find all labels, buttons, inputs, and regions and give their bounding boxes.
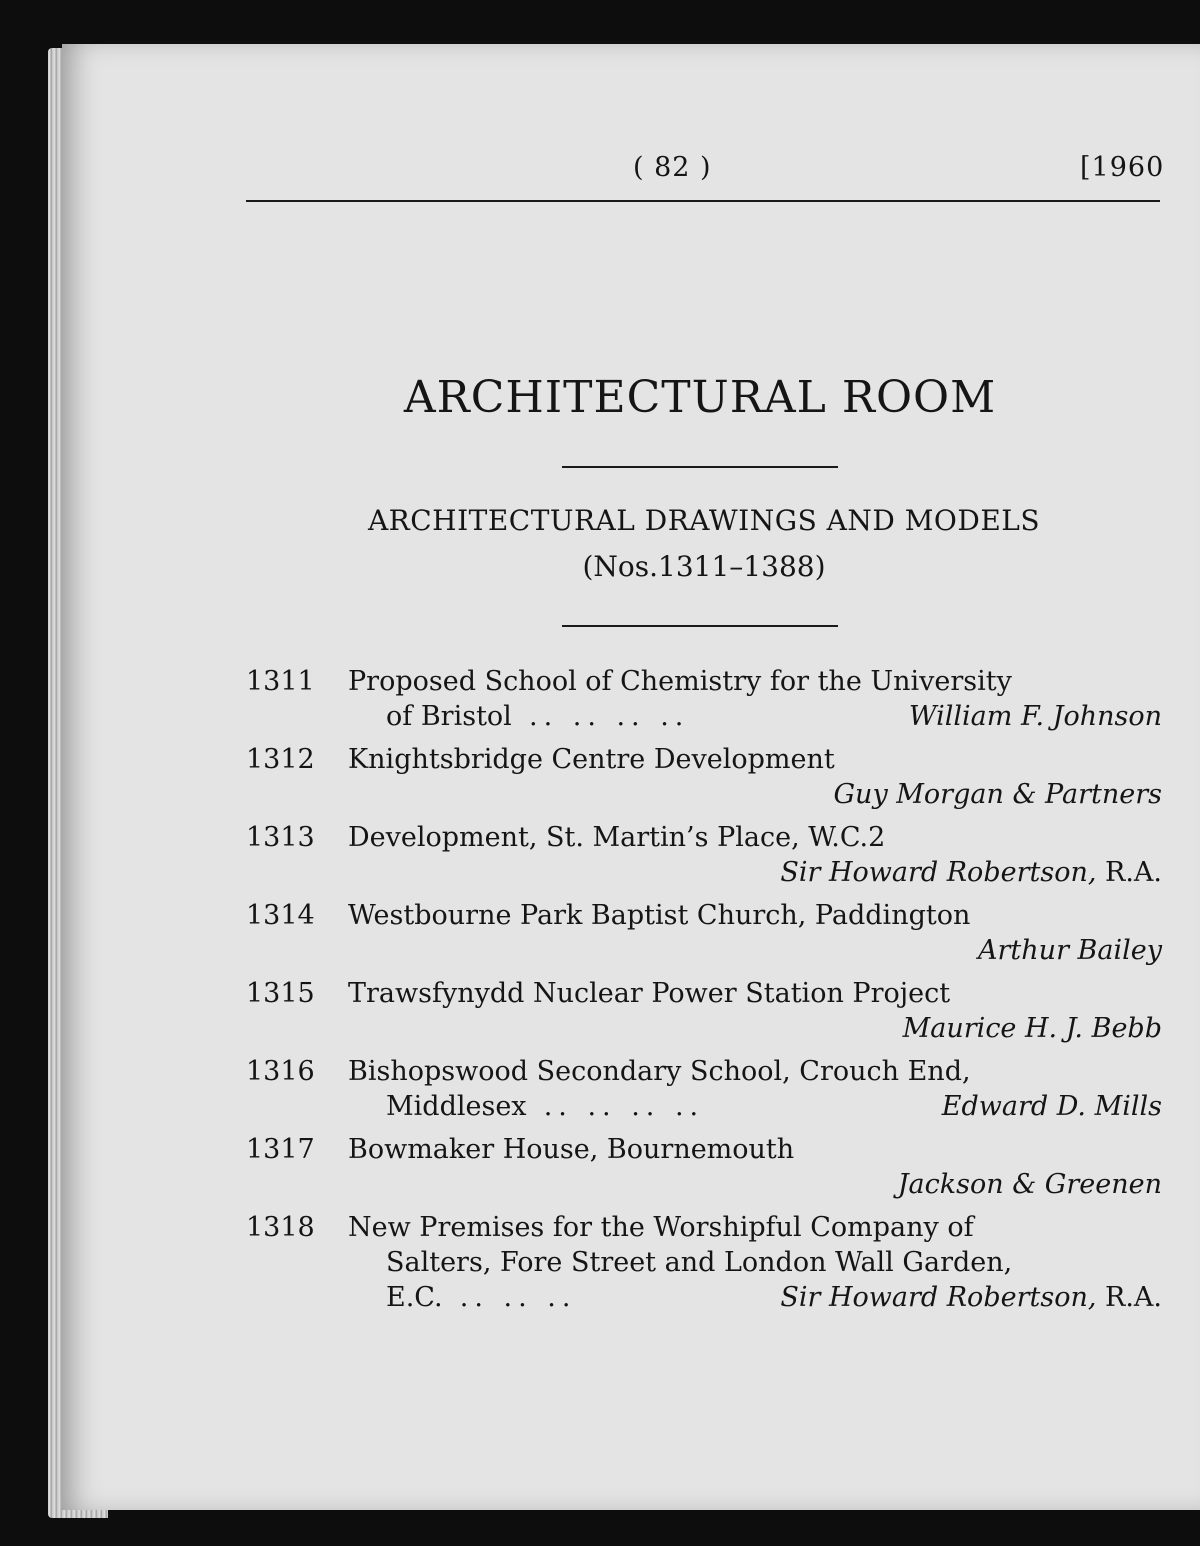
- entry-1314: [246, 898, 1162, 968]
- entry-architect-suffix: R.A.: [1096, 1282, 1162, 1313]
- entry-number: 1317: [246, 1134, 315, 1165]
- entry-title: Proposed School of Chemistry for the University: [348, 666, 1012, 697]
- entry-title-continued: Middlesex: [386, 1091, 527, 1122]
- entry-title: New Premises for the Worshipful Company of: [348, 1212, 974, 1243]
- entry-number: 1315: [246, 978, 315, 1009]
- entry-1315: [246, 976, 1162, 1046]
- entry-architect: Guy Morgan & Partners: [833, 779, 1162, 810]
- section-number-range: (Nos.1311–1388): [582, 550, 826, 583]
- entry-number: 1316: [246, 1056, 315, 1087]
- entry-title: Trawsfynydd Nuclear Power Station Project: [348, 978, 951, 1009]
- leader-dots: .. .. ..: [459, 1282, 577, 1313]
- entry-title: Knightsbridge Centre Development: [348, 744, 835, 775]
- entry-number: 1318: [246, 1212, 315, 1243]
- entry-architect: Sir Howard Robertson,: [780, 1282, 1097, 1313]
- entry-1312: [246, 742, 1162, 812]
- year-header: [1960: [1080, 152, 1165, 183]
- entry-architect: Sir Howard Robertson,: [780, 857, 1097, 888]
- entry-number: 1311: [246, 666, 315, 697]
- entry-number: 1313: [246, 822, 315, 853]
- entry-architect: Maurice H. J. Bebb: [902, 1013, 1162, 1044]
- entry-number: 1314: [246, 900, 315, 931]
- section-heading: ARCHITECTURAL DRAWINGS AND MODELS: [367, 504, 1041, 537]
- section-rule: [562, 625, 838, 627]
- entry-1318: [246, 1210, 1162, 1315]
- page-title: ARCHITECTURAL ROOM: [403, 372, 997, 423]
- entry-title: Development, St. Martin’s Place, W.C.2: [348, 822, 886, 853]
- entry-architect: Arthur Bailey: [978, 935, 1162, 966]
- entry-architect-suffix: R.A.: [1096, 857, 1162, 888]
- page-number: ( 82 ): [633, 152, 712, 183]
- entry-title: Bishopswood Secondary School, Crouch End,: [348, 1056, 971, 1087]
- entry-architect: William F. Johnson: [908, 701, 1162, 732]
- entry-title: Westbourne Park Baptist Church, Paddington: [348, 900, 971, 931]
- entry-architect: Jackson & Greenen: [897, 1169, 1162, 1200]
- entry-title: Bowmaker House, Bournemouth: [348, 1134, 795, 1165]
- title-rule: [562, 466, 838, 468]
- entry-list: [246, 664, 1162, 1323]
- leader-dots: .. .. .. ..: [543, 1091, 705, 1122]
- entry-title-continued: E.C.: [386, 1282, 443, 1313]
- entry-1313: [246, 820, 1162, 890]
- entry-number: 1312: [246, 744, 315, 775]
- entry-1317: [246, 1132, 1162, 1202]
- entry-title-continued: Salters, Fore Street and London Wall Garden,: [386, 1247, 1013, 1278]
- entry-1311: [246, 664, 1162, 734]
- entry-title-continued: of Bristol: [386, 701, 512, 732]
- leader-dots: .. .. .. ..: [528, 701, 690, 732]
- entry-1316: [246, 1054, 1162, 1124]
- header-rule: [246, 200, 1160, 202]
- entry-architect: Edward D. Mills: [941, 1091, 1162, 1122]
